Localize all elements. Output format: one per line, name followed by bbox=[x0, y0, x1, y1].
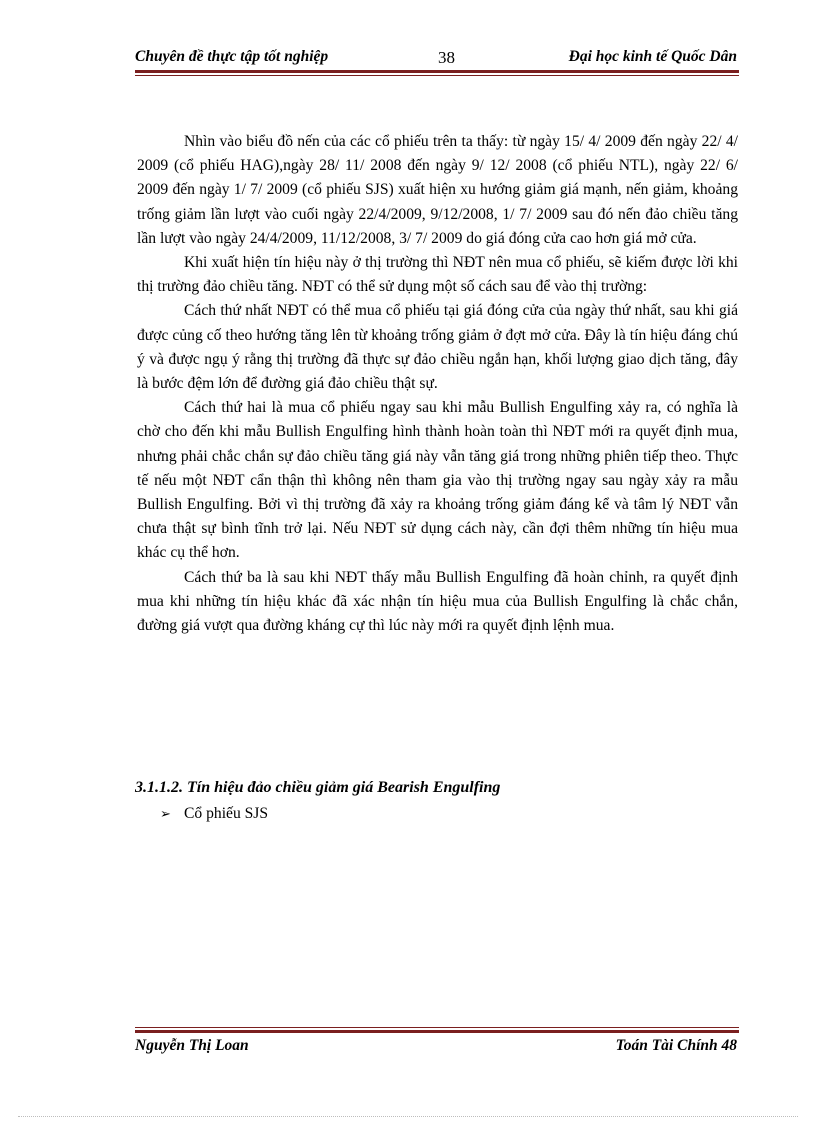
paragraph-4: Cách thứ hai là mua cổ phiếu ngay sau khi mẫu Bullish Engulfing xảy ra, có nghĩa là chờ cho đến khi mẫu Bullish Engulfing hình thành hoàn toàn thì NĐT mới ra quyết định mua, nhưng phải chắc chắn sự đảo chiều tăng giá này vẫn tăng giá trong những phiên tiếp theo. Thực tế nếu một NĐT cẩn thận thì không nên tham gia vào thị trường ngay sau ngày xảy ra mẫu Bullish Engulfing. Bởi vì thị trường đã xảy ra khoảng trống giảm đáng kể và tâm lý NĐT vẫn chưa thật sự bình tĩnh trở lại. Nếu NĐT sử dụng cách này, cần đợi thêm những tín hiệu mua khác cụ thể hơn. bbox=[137, 399, 738, 562]
footer-author: Nguyễn Thị Loan bbox=[135, 1037, 249, 1054]
page-boundary bbox=[18, 1116, 798, 1117]
header-university: Đại học kinh tế Quốc Dân bbox=[568, 48, 737, 65]
footer-rule-thin bbox=[135, 1027, 739, 1028]
paragraph-1: Nhìn vào biểu đồ nến của các cổ phiếu trên ta thấy: từ ngày 15/ 4/ 2009 đến ngày 22/ 4/ 2009 (cổ phiếu HAG),ngày 28/ 11/ 2008 đến ngày 9/ 12/ 2008 (cổ phiếu NTL), ngày 22/ 6/ 2009 đến ngày 1/ 7/ 2009 (cổ phiếu SJS) xuất hiện xu hướng giảm giá mạnh, nến giảm, khoảng trống giảm lần lượt vào cuối ngày 22/4/2009, 9/12/2008, 1/ 7/ 2009 sau đó nến đảo chiều tăng lần lượt vào ngày 24/4/2009, 11/12/2008, 3/ 7/ 2009 do giá đóng cửa cao hơn giá mở cửa. bbox=[137, 133, 738, 247]
paragraph-5: Cách thứ ba là sau khi NĐT thấy mẫu Bullish Engulfing đã hoàn chỉnh, ra quyết định mua khi những tín hiệu khác đã xác nhận tín hiệu mua của Bullish Engulfing là chắc chắn, đường giá vượt qua đường kháng cự thì lúc này mới ra quyết định lệnh mua. bbox=[137, 568, 738, 635]
bullet-label: Cổ phiếu SJS bbox=[184, 805, 269, 822]
header-rule-thick bbox=[135, 70, 739, 73]
footer-rule-thick bbox=[135, 1030, 739, 1033]
arrow-bullet-icon: ➢ bbox=[160, 806, 171, 821]
paragraph-2: Khi xuất hiện tín hiệu này ở thị trường thì NĐT nên mua cổ phiếu, sẽ kiếm được lời khi thị trường đảo chiều tăng. NĐT có thể sử dụng một số cách sau để vào thị trường: bbox=[137, 254, 738, 296]
footer-class: Toán Tài Chính 48 bbox=[615, 1037, 737, 1054]
page-number: 38 bbox=[438, 48, 455, 67]
section-heading: 3.1.1.2. Tín hiệu đảo chiều giảm giá Bearish Engulfing bbox=[135, 779, 501, 796]
page-header bbox=[135, 48, 739, 70]
paragraph-3: Cách thứ nhất NĐT có thể mua cổ phiếu tại giá đóng cửa của ngày thứ nhất, sau khi giá được củng cố theo hướng tăng lên từ khoảng trống giảm ở đợt mở cửa. Đây là tín hiệu đáng chú ý và được ngụ ý rằng thị trường đã thực sự đảo chiều ngắn hạn, khối lượng giao dịch tăng, đây là bước đệm lớn để đường giá đảo chiều thật sự. bbox=[137, 302, 738, 393]
header-document-title: Chuyên đề thực tập tốt nghiệp bbox=[135, 48, 329, 65]
body-text bbox=[137, 130, 738, 638]
header-rule-thin bbox=[135, 75, 739, 76]
bullet-item bbox=[160, 805, 268, 823]
page-footer bbox=[135, 1037, 739, 1059]
